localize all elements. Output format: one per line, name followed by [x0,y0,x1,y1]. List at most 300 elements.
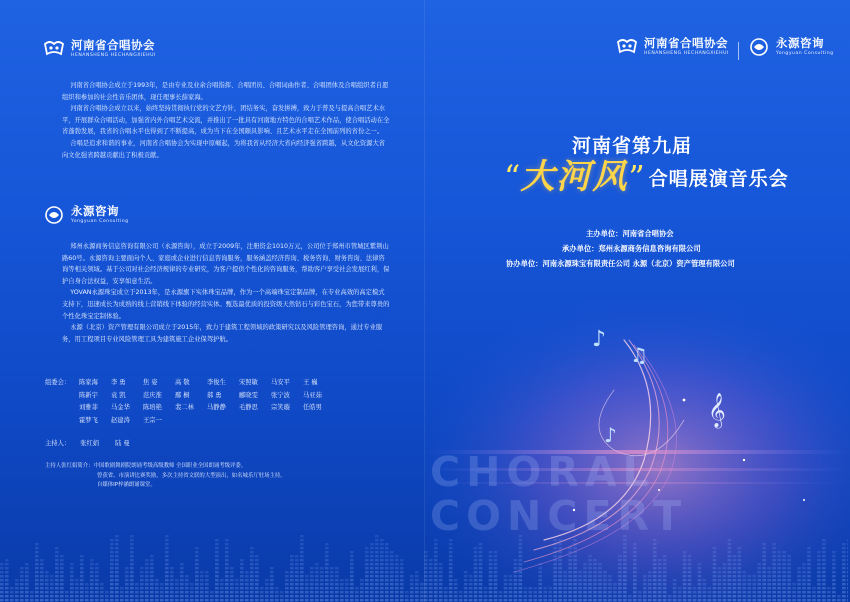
eq-segment [558,551,562,553]
eq-segment [410,599,414,601]
eq-segment [355,595,359,597]
eq-segment [270,579,274,581]
eq-segment [305,591,309,593]
eq-segment [200,587,204,589]
eq-segment [817,599,821,601]
eq-segment [125,567,129,569]
eq-segment [713,551,717,553]
eq-segment [20,591,24,593]
eq-segment [459,599,463,601]
eq-segment [553,579,557,581]
eq-segment [415,583,419,585]
eq-segment [698,567,702,569]
eq-segment [270,583,274,585]
eq-segment [215,575,219,577]
eq-segment [847,591,848,593]
eq-segment [663,583,667,585]
eq-segment [215,595,219,597]
eq-segment [777,551,781,553]
eq-segment [767,587,771,589]
choir-para-2: 河南省合唱协会成立以来，始终坚持贯彻执行党的文艺方针，团结务实，奋发拼搏，致力于普及与提高合唱艺术水平，开展群众合唱活动，加强省内外合唱艺术交流，并推出了一批具有河南地方特色的合唱艺术作品，使合唱活动在全省蓬勃发展，我省的合唱水平也得到了不断提高，成为当下在全国颇具影响、且艺术水平走在全国前列的省份之一。 [62,105,390,136]
eq-segment [125,571,129,573]
eq-segment [733,595,737,597]
eq-segment [524,587,528,589]
eq-segment [110,575,114,577]
eq-segment [688,579,692,581]
eq-segment [215,551,219,553]
eq-segment [55,595,59,597]
eq-segment [0,575,4,577]
eq-segment [365,595,369,597]
eq-segment [245,599,249,601]
eq-segment [708,591,712,593]
eq-segment [305,575,309,577]
eq-segment [105,591,109,593]
eq-segment [150,595,154,597]
eq-segment [494,591,498,593]
eq-segment [255,563,259,565]
eq-segment [10,595,14,597]
eq-segment [787,587,791,589]
eq-segment [817,579,821,581]
eq-segment [285,583,289,585]
eq-segment [35,587,39,589]
eq-segment [434,587,438,589]
eq-segment [474,591,478,593]
eq-segment [75,587,79,589]
eq-segment [195,551,199,553]
eq-segment [723,595,727,597]
eq-segment [479,555,483,557]
eq-segment [335,599,339,601]
eq-segment [380,543,384,545]
eq-segment [568,563,572,565]
eq-segment [345,579,349,581]
committee-member: 马金华 [111,404,130,411]
eq-segment [320,567,324,569]
eq-segment [365,591,369,593]
eq-segment [210,591,214,593]
eq-segment [285,571,289,573]
eq-segment [837,595,841,597]
eq-segment [434,591,438,593]
eq-segment [424,595,428,597]
eq-segment [250,583,254,585]
eq-segment [434,567,438,569]
eq-segment [444,599,448,601]
eq-segment [255,583,259,585]
eq-segment [245,587,249,589]
eq-segment [380,551,384,553]
eq-segment [395,575,399,577]
eq-segment [265,591,269,593]
eq-segment [827,595,831,597]
eq-segment [618,559,622,561]
eq-segment [762,595,766,597]
eq-segment [658,579,662,581]
eq-segment [225,571,229,573]
eq-segment [543,595,547,597]
eq-segment [300,571,304,573]
eq-segment [120,587,124,589]
eq-segment [817,595,821,597]
eq-segment [130,559,134,561]
eq-segment [568,551,572,553]
eq-segment [10,599,14,601]
eq-segment [479,595,483,597]
eq-segment [390,559,394,561]
eq-segment [295,599,299,601]
eq-segment [380,599,384,601]
bg-word-concert: CONCERT [430,492,688,540]
eq-segment [400,575,404,577]
eq-segment [380,555,384,557]
eq-segment [573,583,577,585]
eq-segment [524,595,528,597]
eq-segment [598,591,602,593]
eq-segment [847,543,848,545]
eq-segment [285,599,289,601]
eq-segment [360,599,364,601]
eq-segment [653,567,657,569]
eq-segment [738,579,742,581]
eq-segment [568,599,572,601]
eq-segment [140,575,144,577]
eq-segment [165,547,169,549]
eq-segment [40,599,44,601]
eq-segment [514,575,518,577]
eq-segment [350,575,354,577]
eq-segment [110,595,114,597]
eq-segment [573,595,577,597]
eq-segment [315,599,319,601]
eq-segment [25,583,29,585]
eq-segment [165,543,169,545]
eq-segment [145,599,149,601]
eq-segment [370,563,374,565]
eq-segment [728,547,732,549]
eq-segment [703,579,707,581]
eq-segment [464,579,468,581]
eq-segment [365,583,369,585]
eq-segment [618,591,622,593]
eq-segment [190,595,194,597]
eq-segment [195,559,199,561]
eq-segment [225,559,229,561]
eq-segment [817,575,821,577]
eq-segment [777,595,781,597]
eq-segment [653,563,657,565]
eq-segment [713,547,717,549]
eq-segment [120,595,124,597]
eq-segment [405,595,409,597]
eq-segment [185,575,189,577]
eq-segment [688,571,692,573]
eq-segment [693,587,697,589]
eq-segment [424,551,428,553]
eq-segment [494,587,498,589]
eq-segment [20,579,24,581]
eq-segment [165,555,169,557]
eq-segment [205,591,209,593]
eq-segment [290,575,294,577]
eq-segment [200,571,204,573]
eq-segment [484,595,488,597]
eq-segment [410,575,414,577]
eq-segment [728,559,732,561]
committee-member: 任皓男 [303,404,322,411]
eq-segment [245,571,249,573]
eq-segment [95,591,99,593]
eq-segment [424,583,428,585]
eq-segment [330,591,334,593]
eq-segment [380,567,384,569]
eq-segment [110,539,114,541]
eq-segment [280,599,284,601]
eq-segment [255,567,259,569]
eq-segment [270,567,274,569]
eq-segment [767,575,771,577]
eq-segment [5,563,9,565]
eq-segment [558,583,562,585]
eq-segment [25,571,29,573]
eq-segment [608,591,612,593]
eq-segment [295,591,299,593]
eq-segment [424,563,428,565]
eq-segment [822,555,826,557]
eq-segment [723,579,727,581]
eq-segment [847,587,848,589]
eq-segment [598,583,602,585]
eq-segment [708,595,712,597]
eq-segment [489,591,493,593]
eq-segment [345,587,349,589]
eq-segment [80,563,84,565]
committee-member: 郦晓雯 [239,391,258,399]
eq-segment [474,599,478,601]
eq-segment [623,563,627,565]
eq-segment [519,591,523,593]
eq-segment [40,587,44,589]
eq-segment [295,567,299,569]
eq-segment [583,595,587,597]
eq-segment [240,575,244,577]
eq-segment [325,559,329,561]
eq-segment [130,563,134,565]
eq-segment [290,567,294,569]
eq-segment [5,579,9,581]
eq-segment [752,587,756,589]
eq-segment [215,543,219,545]
eq-segment [424,567,428,569]
eq-segment [185,583,189,585]
eq-segment [673,587,677,589]
eq-segment [335,579,339,581]
eq-segment [738,575,742,577]
eq-segment [434,551,438,553]
eq-segment [658,599,662,601]
eq-segment [772,587,776,589]
eq-segment [215,579,219,581]
eq-segment [315,563,319,565]
eq-segment [300,563,304,565]
hosts-label: 主持人： [45,440,71,447]
eq-segment [757,575,761,577]
eq-segment [205,587,209,589]
eq-segment [165,563,169,565]
eq-segment [623,571,627,573]
eq-segment [210,599,214,601]
eq-segment [105,599,109,601]
eq-segment [449,599,453,601]
eq-segment [509,587,513,589]
eq-segment [718,583,722,585]
eq-segment [30,591,34,593]
eq-segment [479,571,483,573]
eq-segment [817,571,821,573]
eq-segment [583,567,587,569]
eq-segment [723,599,727,601]
eq-segment [802,599,806,601]
eq-segment [155,599,159,601]
music-note-icon: ♪ [604,423,617,447]
eq-segment [787,579,791,581]
eq-segment [757,599,761,601]
eq-segment [439,563,443,565]
eq-segment [718,579,722,581]
eq-segment [40,571,44,573]
eq-segment [80,567,84,569]
eq-segment [325,571,329,573]
eq-segment [140,567,144,569]
eq-segment [200,583,204,585]
eq-segment [752,595,756,597]
eq-segment [395,587,399,589]
eq-segment [633,591,637,593]
eq-segment [797,599,801,601]
eq-segment [275,599,279,601]
eq-segment [370,591,374,593]
eq-segment [175,595,179,597]
eq-segment [55,559,59,561]
eq-segment [424,571,428,573]
eq-segment [782,591,786,593]
eq-segment [553,587,557,589]
eq-segment [25,591,29,593]
eq-segment [479,579,483,581]
eq-segment [195,571,199,573]
choir-para-3: 合唱是追求和谐的事业，河南省合唱协会为实现中原崛起，为将我省从经济大省向经济强省跨越，从文化资源大省向文化强省跨越贡献出了积极贡献。 [62,139,386,159]
eq-segment [558,571,562,573]
eq-segment [787,583,791,585]
eq-segment [439,579,443,581]
eq-segment [553,575,557,577]
eq-segment [633,555,637,557]
eq-segment [60,555,64,557]
eq-segment [429,571,433,573]
eq-segment [220,599,224,601]
eq-segment [175,591,179,593]
eq-segment [190,591,194,593]
eq-segment [583,583,587,585]
eq-segment [85,595,89,597]
eq-segment [573,563,577,565]
eq-segment [0,587,4,589]
eq-segment [807,599,811,601]
eq-segment [802,591,806,593]
eq-segment [439,587,443,589]
eq-segment [360,587,364,589]
eq-segment [429,559,433,561]
eq-segment [663,595,667,597]
eq-segment [573,559,577,561]
eq-segment [390,591,394,593]
eq-segment [225,575,229,577]
eq-segment [812,599,816,601]
eq-segment [653,547,657,549]
eq-segment [519,539,523,541]
eq-segment [380,547,384,549]
eq-segment [752,579,756,581]
eq-segment [817,583,821,585]
eq-segment [350,595,354,597]
eq-segment [370,547,374,549]
eq-segment [20,587,24,589]
eq-segment [320,587,324,589]
eq-segment [583,579,587,581]
eq-segment [519,599,523,601]
eq-segment [355,591,359,593]
eq-segment [0,579,4,581]
eq-segment [325,579,329,581]
eq-segment [449,595,453,597]
eq-segment [350,591,354,593]
eq-segment [593,559,597,561]
eq-segment [439,595,443,597]
eq-segment [370,587,374,589]
eq-segment [757,587,761,589]
eq-segment [693,591,697,593]
eq-segment [578,595,582,597]
eq-segment [668,595,672,597]
eq-segment [125,591,129,593]
eq-segment [713,575,717,577]
eq-segment [469,575,473,577]
eq-segment [150,559,154,561]
eq-segment [345,595,349,597]
eq-segment [474,563,478,565]
eq-segment [663,555,667,557]
eq-segment [807,583,811,585]
eq-segment [370,583,374,585]
eq-segment [713,559,717,561]
eq-segment [504,579,508,581]
eq-segment [608,575,612,577]
eq-segment [514,579,518,581]
eq-segment [400,559,404,561]
eq-segment [235,583,239,585]
eq-segment [514,571,518,573]
eq-segment [733,579,737,581]
eq-segment [628,595,632,597]
eq-segment [499,591,503,593]
eq-segment [832,567,836,569]
eq-segment [310,583,314,585]
eq-segment [832,579,836,581]
eq-segment [250,595,254,597]
eq-segment [5,587,9,589]
eq-segment [718,567,722,569]
